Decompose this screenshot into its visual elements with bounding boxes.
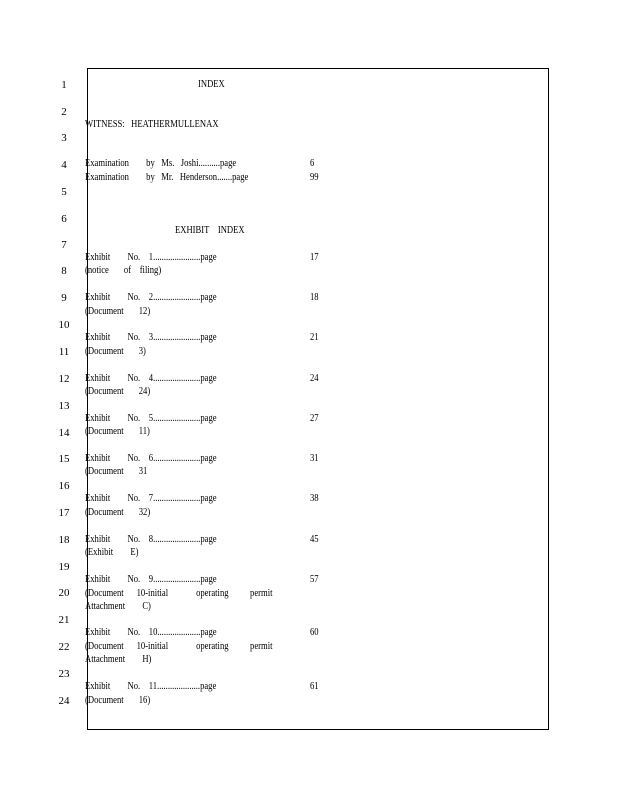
exhibit-description: (Document 12) (85, 306, 151, 317)
line-number: 24 (58, 695, 70, 707)
exhibit-description: (Document 10-initial operating permit (85, 588, 273, 599)
exhibit-entry: Exhibit No. 4......................page (85, 373, 217, 384)
exhibit-page: 60 (310, 627, 319, 638)
exhibit-page: 57 (310, 574, 319, 585)
line-number: 9 (61, 292, 67, 304)
exhibit-page: 31 (310, 453, 319, 464)
line-number: 2 (61, 106, 67, 118)
line-number: 22 (58, 641, 70, 653)
exhibit-description: (Exhibit E) (85, 547, 139, 558)
exhibit-entry: Exhibit No. 1......................page (85, 252, 217, 263)
line-number: 18 (58, 534, 70, 546)
exhibit-page: 18 (310, 292, 319, 303)
exhibit-index-title: EXHIBIT INDEX (175, 225, 245, 236)
exhibit-entry: Exhibit No. 6......................page (85, 453, 217, 464)
line-number: 15 (58, 453, 70, 465)
exhibit-entry: Exhibit No. 2......................page (85, 292, 217, 303)
witness-line: WITNESS: HEATHERMULLENAX (85, 119, 219, 130)
line-number: 8 (61, 265, 67, 277)
exhibit-entry: Exhibit No. 8......................page (85, 534, 217, 545)
exhibit-entry: Exhibit No. 10....................page (85, 627, 217, 638)
examination-page: 99 (310, 172, 319, 183)
exhibit-description: (notice of filing) (85, 265, 162, 276)
line-number: 21 (58, 614, 70, 626)
exhibit-description: (Document 32) (85, 507, 151, 518)
line-number: 11 (58, 346, 70, 358)
line-number: 5 (61, 186, 67, 198)
index-title: INDEX (198, 79, 225, 90)
line-number: 16 (58, 480, 70, 492)
exhibit-page: 38 (310, 493, 319, 504)
line-number: 23 (58, 668, 70, 680)
line-number: 19 (58, 561, 70, 573)
exhibit-description: Attachment C) (85, 601, 151, 612)
exhibit-page: 45 (310, 534, 319, 545)
exhibit-description: (Document 31 (85, 466, 148, 477)
exhibit-page: 24 (310, 373, 319, 384)
exhibit-description: Attachment H) (85, 654, 152, 665)
exhibit-description: (Document 10-initial operating permit (85, 641, 273, 652)
exhibit-entry: Exhibit No. 5......................page (85, 413, 217, 424)
exhibit-description: (Document 3) (85, 346, 146, 357)
line-number: 12 (58, 373, 70, 385)
exhibit-description: (Document 24) (85, 386, 151, 397)
line-number: 1 (61, 79, 67, 91)
line-number: 7 (61, 239, 67, 251)
exhibit-entry: Exhibit No. 11....................page (85, 681, 217, 692)
line-number: 6 (61, 213, 67, 225)
line-number: 17 (58, 507, 70, 519)
line-number: 10 (58, 319, 70, 331)
examination-entry: Examination by Ms. Joshi..........page (85, 158, 237, 169)
exhibit-page: 27 (310, 413, 319, 424)
line-number: 4 (61, 159, 67, 171)
exhibit-page: 17 (310, 252, 319, 263)
exhibit-entry: Exhibit No. 7......................page (85, 493, 217, 504)
exhibit-entry: Exhibit No. 9......................page (85, 574, 217, 585)
exhibit-description: (Document 16) (85, 695, 151, 706)
examination-page: 6 (310, 158, 315, 169)
examination-entry: Examination by Mr. Henderson.......page (85, 172, 249, 183)
exhibit-page: 61 (310, 681, 319, 692)
exhibit-page: 21 (310, 332, 319, 343)
exhibit-entry: Exhibit No. 3......................page (85, 332, 217, 343)
exhibit-description: (Document 11) (85, 426, 150, 437)
line-number: 20 (58, 587, 70, 599)
line-number: 3 (61, 132, 67, 144)
line-number: 14 (58, 427, 70, 439)
line-number: 13 (58, 400, 70, 412)
